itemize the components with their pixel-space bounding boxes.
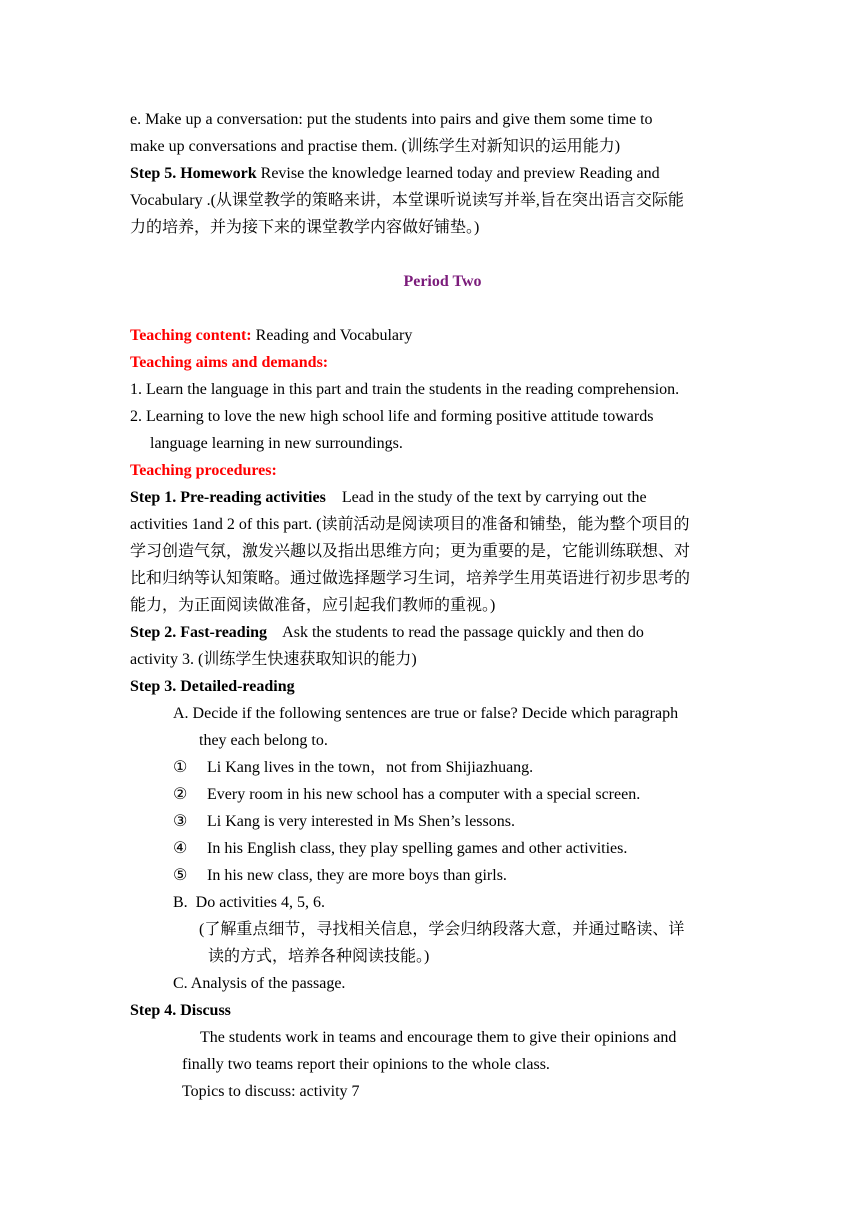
step5-text: Revise the knowledge learned today and preview Reading and — [256, 165, 660, 182]
step3-heading: Step 3. Detailed-reading — [130, 678, 295, 695]
paragraph-line: activity 3. (训练学生快速获取知识的能力) — [130, 651, 417, 668]
item-number: ② — [173, 786, 188, 803]
aim-item-continuation: language learning in new surroundings. — [150, 435, 403, 452]
document-page — [130, 106, 735, 1105]
item-number: ① — [173, 759, 188, 776]
spacer — [130, 295, 735, 322]
paragraph-line: 学习创造气氛，激发兴趣以及指出思维方向；更为重要的是，它能训练联想、对 — [130, 543, 691, 560]
numbered-item — [130, 808, 735, 835]
paragraph-line: make up conversations and practise them. (训练学生对新知识的运用能力) — [130, 138, 621, 155]
step1-line — [130, 484, 735, 511]
sub-item-a-continuation: they each belong to. — [199, 732, 328, 749]
item-text: In his new class, they are more boys than girls. — [207, 867, 507, 884]
numbered-item — [130, 754, 735, 781]
step1-text: Lead in the study of the text by carrying out the — [325, 489, 647, 506]
item-text: Li Kang lives in the town，not from Shijiazhuang. — [207, 759, 534, 776]
teaching-content-line — [130, 322, 735, 349]
item-number: ③ — [173, 813, 188, 830]
teaching-aims-heading: Teaching aims and demands: — [130, 354, 329, 371]
sub-item-a: A. Decide if the following sentences are true or false? Decide which paragraph — [173, 705, 679, 722]
paragraph-line: 能力，为正面阅读做准备，应引起我们教师的重视。) — [130, 597, 496, 614]
paragraph-line: 比和归纳等认知策略。通过做选择题学习生词，培养学生用英语进行初步思考的 — [130, 570, 691, 587]
spacer — [130, 241, 735, 268]
item-number: ④ — [173, 840, 188, 857]
teaching-content-label: Teaching content: — [130, 327, 252, 344]
period-title: Period Two — [403, 273, 482, 290]
step1-label: Step 1. Pre-reading activities — [130, 489, 326, 506]
paragraph-line: 力的培养，并为接下来的课堂教学内容做好铺垫。) — [130, 219, 480, 236]
paragraph-line: Vocabulary .(从课堂教学的策略来讲，本堂课听说读写并举,旨在突出语言交际能 — [130, 192, 684, 209]
item-text: Li Kang is very interested in Ms Shen’s lessons. — [207, 813, 515, 830]
item-number: ⑤ — [173, 867, 188, 884]
aim-item: 2. Learning to love the new high school life and forming positive attitude towards — [130, 408, 654, 425]
sub-item-b-note: (了解重点细节，寻找相关信息，学会归纳段落大意，并通过略读、详 — [199, 921, 685, 938]
paragraph-line: e. Make up a conversation: put the students into pairs and give them some time to — [130, 111, 653, 128]
step2-text: Ask the students to read the passage quickly and then do — [267, 624, 644, 641]
step2-label: Step 2. Fast-reading — [130, 624, 268, 641]
paragraph-line: activities 1and 2 of this part. (读前活动是阅读项目的准备和铺垫，能为整个项目的 — [130, 516, 690, 533]
paragraph-line: The students work in teams and encourage them to give their opinions and — [200, 1029, 677, 1046]
numbered-item — [130, 781, 735, 808]
paragraph-line: finally two teams report their opinions to the whole class. — [182, 1056, 550, 1073]
sub-item-b: B. Do activities 4, 5, 6. — [173, 894, 325, 911]
item-text: In his English class, they play spelling games and other activities. — [207, 840, 628, 857]
sub-item-b-note: 读的方式，培养各种阅读技能。) — [208, 948, 430, 965]
step2-line — [130, 619, 735, 646]
numbered-item — [130, 862, 735, 889]
teaching-content-text: Reading and Vocabulary — [251, 327, 413, 344]
numbered-item — [130, 835, 735, 862]
step4-heading: Step 4. Discuss — [130, 1002, 231, 1019]
item-text: Every room in his new school has a computer with a special screen. — [207, 786, 641, 803]
aim-item: 1. Learn the language in this part and train the students in the reading comprehension. — [130, 381, 680, 398]
teaching-procedures-heading: Teaching procedures: — [130, 462, 277, 479]
step5-label: Step 5. Homework — [130, 165, 257, 182]
step5-line — [130, 160, 735, 187]
sub-item-c: C. Analysis of the passage. — [173, 975, 346, 992]
paragraph-line: Topics to discuss: activity 7 — [182, 1083, 360, 1100]
